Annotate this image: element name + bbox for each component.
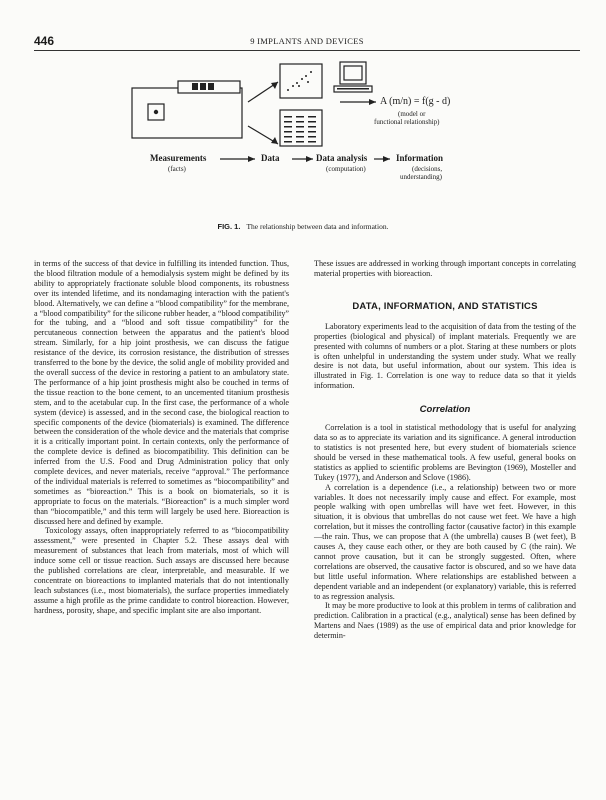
label-analysis-sub: (computation) xyxy=(326,165,366,173)
right-column xyxy=(314,259,576,641)
subsection-heading: Correlation xyxy=(419,404,471,416)
section-paragraph: Laboratory experiments lead to the acquisition of data from the testing of the properties (biological and physical) of implant materials. Frequently we are presented with columns of numbers or a plot. Staring at these numbers or plots is often unhelpful in understanding the system under study. What we really desire is not data, but useful information, about our system. This idea is illustrated in Fig. 1. Correlation is one way to reduce data so that it yields information. xyxy=(314,321,576,391)
figure-1 xyxy=(130,58,510,218)
label-information-sub2: understanding) xyxy=(400,173,442,181)
body-paragraph: A correlation is a dependence (i.e., a relationship) between two or more variables. It does not necessarily imply cause and effect. For example, most people walking with open umbrellas will have wet feet. However, in this situation, it is obvious that umbrellas do not cause wet feet. We have a high correlation, but it misses the controlling factor (causative factor) in this example—the rain. Thus, we can propose that A (the umbrella) causes B (wet feet), B causes A, they cause each other, or they are both caused by C (the rain). We cannot prove causation, but it can be strongly suggested. Often, where correlations are observed, the causative factor is obscured, and so we have data but little useful information. Where relationships are established between a dependent variable and an independent (or explanatory) variable, this is referred to as regression analysis. xyxy=(314,482,576,601)
plot-screen-icon xyxy=(280,64,322,98)
section-heading: DATA, INFORMATION, AND STATISTICS xyxy=(352,300,538,312)
body-paragraph: Correlation is a tool in statistical methodology that is useful for analyzing data so as to appreciate its variation and its significance. A general introduction to statistics is not presented here, but every student of biomaterials science should be versed in these mathematical tools. A few useful, general books on statistics as applied to scientific problems are Bevington (1969), Mosteller and Tukey (1977), and Anderson and Sclove (1986). xyxy=(314,423,576,482)
equation: A (m/n) = f(g - d) xyxy=(380,96,451,107)
figure-diagram xyxy=(130,58,510,218)
caption-label: FIG. 1. xyxy=(217,222,241,231)
label-information-sub1: (decisions, xyxy=(412,165,443,173)
caption-text: The relationship between data and information. xyxy=(246,222,389,231)
page-header xyxy=(34,34,580,48)
body-paragraph: in terms of the success of that device in fulfilling its intended function. Thus, the blood filtration module of a hemodialysis system might be defined by its ability to appropriately fractionate soluble blood components, its robustness over its intended lifetime, and its nondamaging interaction with the patient's blood. Alternatively, we can define a “blood compatibility” for the membrane, a “blood compatibility” for the silicone rubber header, a “blood compatibility” for the tubing, and a “blood and soft tissue compatibility” for the percutaneous connection between the apparatus and the patient's blood stream. Similarly, for a hip joint prosthesis, we can discuss the fatigue resistance of the device, its corrosion resistance, the distribution of stresses transferred to the bone by the device, the solid angle of mobility provided and the overall success of the device in restoring a patient to an ambulatory state. The performance of a hip joint prosthesis might also be couched in terms of the tissue reaction to the bone cement, to an uncemented titanium prosthesis stem, and to the acetabular cup. In the first case, the performance of a whole system (device) is assessed, and in the second case, the biological reaction to specific components of the device (biomaterials) is examined. The difference between the consideration of the whole device and the materials that comprise it is a critically important point. In certain contexts, only the performance of the complete device is defined as biocompatibility. This definition can be inferred from the U.S. Food and Drug Administration policy that only complete devices, and never materials, receive “approval.” The performance of the individual materials is referred to sometimes as “biocompatibility” and sometimes as “bioreaction.” This is a book on biomaterials, so it is appropriate to focus on the materials. “Bioreaction” is a much simpler word than “biocompatible,” and this term will largely be used here. Bioreaction is discussed here and defined by example. xyxy=(34,259,289,526)
label-data: Data xyxy=(261,153,280,163)
figure-caption xyxy=(0,222,606,231)
label-information: Information xyxy=(396,153,443,163)
body-paragraph: It may be more productive to look at this problem in terms of calibration and prediction. Calibration in a practical (e.g., analytical) sense has been defined by Martens and Naes (1989) as the use of empirical data and prior knowledge for determin- xyxy=(314,601,576,641)
running-head: 9 IMPLANTS AND DEVICES xyxy=(250,36,364,46)
model-note-line2: functional relationship) xyxy=(374,118,440,126)
header-rule xyxy=(34,50,580,51)
intro-paragraph: These issues are addressed in working through important concepts in correlating material properties with bioreaction. xyxy=(314,259,576,278)
model-note-line1: (model or xyxy=(398,110,426,118)
table-screen-icon xyxy=(280,110,322,146)
page-number: 446 xyxy=(34,34,55,48)
label-measurements: Measurements xyxy=(150,153,207,163)
left-column xyxy=(34,259,289,616)
label-data-analysis: Data analysis xyxy=(316,153,368,163)
label-measurements-sub: (facts) xyxy=(168,165,186,173)
body-paragraph: Toxicology assays, often inappropriately referred to as “biocompatibility assessment,” were presented in Chapter 5.2. These assays deal with measurement of substances that leach from materials, most of which will induce some cell or tissue reaction. Such assays are discussed here because the published correlations are clear, interpretable, and measurable. If we concentrate on bioreactions to implanted materials that do not intentionally leach substances (i.e., most biomaterials), the surface properties immediately assume a high profile as the prime candidate to control bioreaction. However, hardness, porosity, shape, and specific implant site are also important. xyxy=(34,526,289,615)
